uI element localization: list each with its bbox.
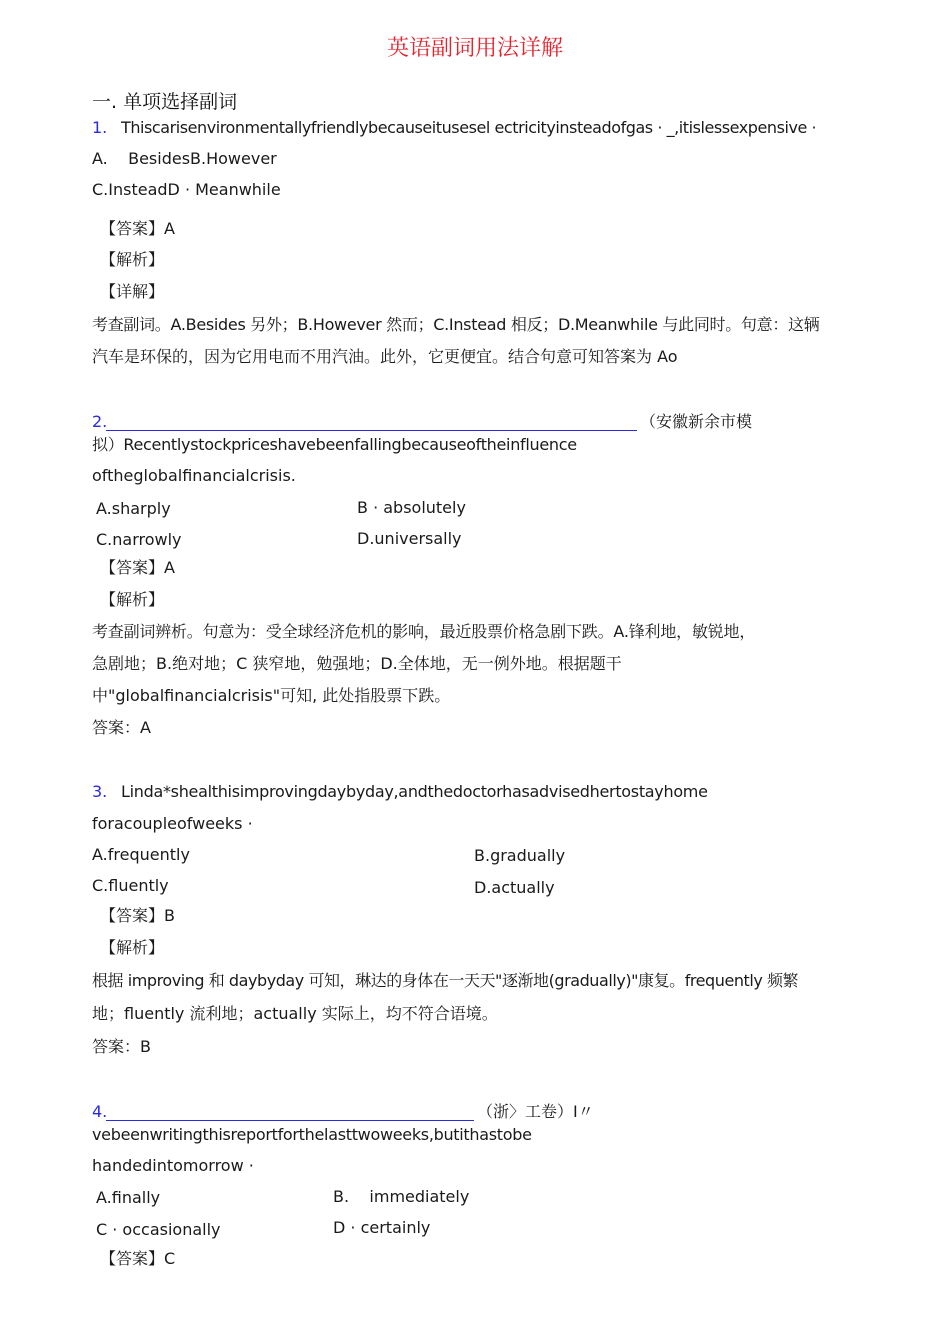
explanation-text: 根据 improving 和 daybyday 可知，琳达的身体在一天天"逐渐地(gradually)"康复。frequently 频繁 [92, 971, 799, 990]
question-number: 2. [92, 412, 108, 431]
option-b: B.gradually [474, 846, 566, 865]
question-source: （安徽新余市模 [640, 412, 753, 431]
option-b: B · absolutely [357, 498, 466, 517]
options-line: A. BesidesB.However [92, 149, 277, 168]
question-number: 3. [92, 782, 108, 801]
answer-label: 【答案】B [100, 906, 175, 925]
option-a: A.sharply [96, 499, 171, 518]
explanation-text: 地；fluently 流利地；actually 实际上，均不符合语境。 [92, 1004, 498, 1023]
question-stem: foracoupleofweeks · [92, 814, 253, 833]
option-b: B. immediately [333, 1187, 470, 1206]
question-number: 4. [92, 1102, 108, 1121]
explanation-text: 考查副词辨析。句意为：受全球经济危机的影响，最近股票价格急剧下跌。A.锋利地，敏锐地， [92, 622, 756, 641]
option-d: D.actually [474, 878, 555, 897]
detail-label: 【详解】 [100, 282, 165, 301]
section-heading: 一. 单项选择副词 [92, 91, 238, 113]
option-d: D · certainly [333, 1218, 431, 1237]
option-c: C.fluently [92, 876, 169, 895]
document-title: 英语副词用法详解 [386, 36, 563, 61]
option-d: D.universally [357, 529, 462, 548]
question-stem: Thiscarisenvironmentallyfriendlybecauseitusesel ectricityinsteadofgas · _,itislessexpensive · [121, 118, 817, 137]
question-source: （浙〉工卷）I〃 [477, 1102, 594, 1121]
option-a: A.finally [96, 1188, 161, 1207]
question-stem: handedintomorrow · [92, 1156, 254, 1175]
analysis-label: 【解析】 [100, 250, 165, 269]
question-number: 1. [92, 118, 108, 137]
explanation-text: 急剧地；B.绝对地；C 狭窄地，勉强地；D.全体地，无一例外地。根据题干 [92, 654, 622, 673]
final-answer: 答案：A [92, 718, 151, 737]
option-a: A.frequently [92, 845, 190, 864]
option-c: C.narrowly [96, 530, 182, 549]
answer-blank [106, 414, 637, 431]
option-c: C · occasionally [96, 1220, 221, 1239]
question-stem: 拟）Recentlystockpriceshavebeenfallingbecauseoftheinfluence [92, 435, 577, 454]
question-stem: oftheglobalfinancialcrisis. [92, 466, 296, 485]
answer-blank [106, 1104, 474, 1121]
final-answer: 答案：B [92, 1037, 151, 1056]
question-stem: Linda*shealthisimprovingdaybyday,andthedoctorhasadvisedhertostayhome [121, 782, 708, 801]
explanation-text: 考查副词。A.Besides 另外；B.However 然而；C.Instead 相反；D.Meanwhile 与此同时。句意：这辆 [92, 315, 820, 334]
analysis-label: 【解析】 [100, 590, 165, 609]
answer-label: 【答案】A [100, 219, 175, 238]
question-stem: vebeenwritingthisreportforthelasttwoweeks,butithastobe [92, 1125, 532, 1144]
answer-label: 【答案】C [100, 1249, 176, 1268]
options-line: C.InsteadD · Meanwhile [92, 180, 281, 199]
answer-label: 【答案】A [100, 558, 175, 577]
analysis-label: 【解析】 [100, 938, 165, 957]
explanation-text: 汽车是环保的，因为它用电而不用汽油。此外，它更便宜。结合句意可知答案为 Ao [92, 347, 678, 366]
explanation-text: 中"globalfinancialcrisis"可知, 此处指股票下跌。 [92, 686, 451, 705]
